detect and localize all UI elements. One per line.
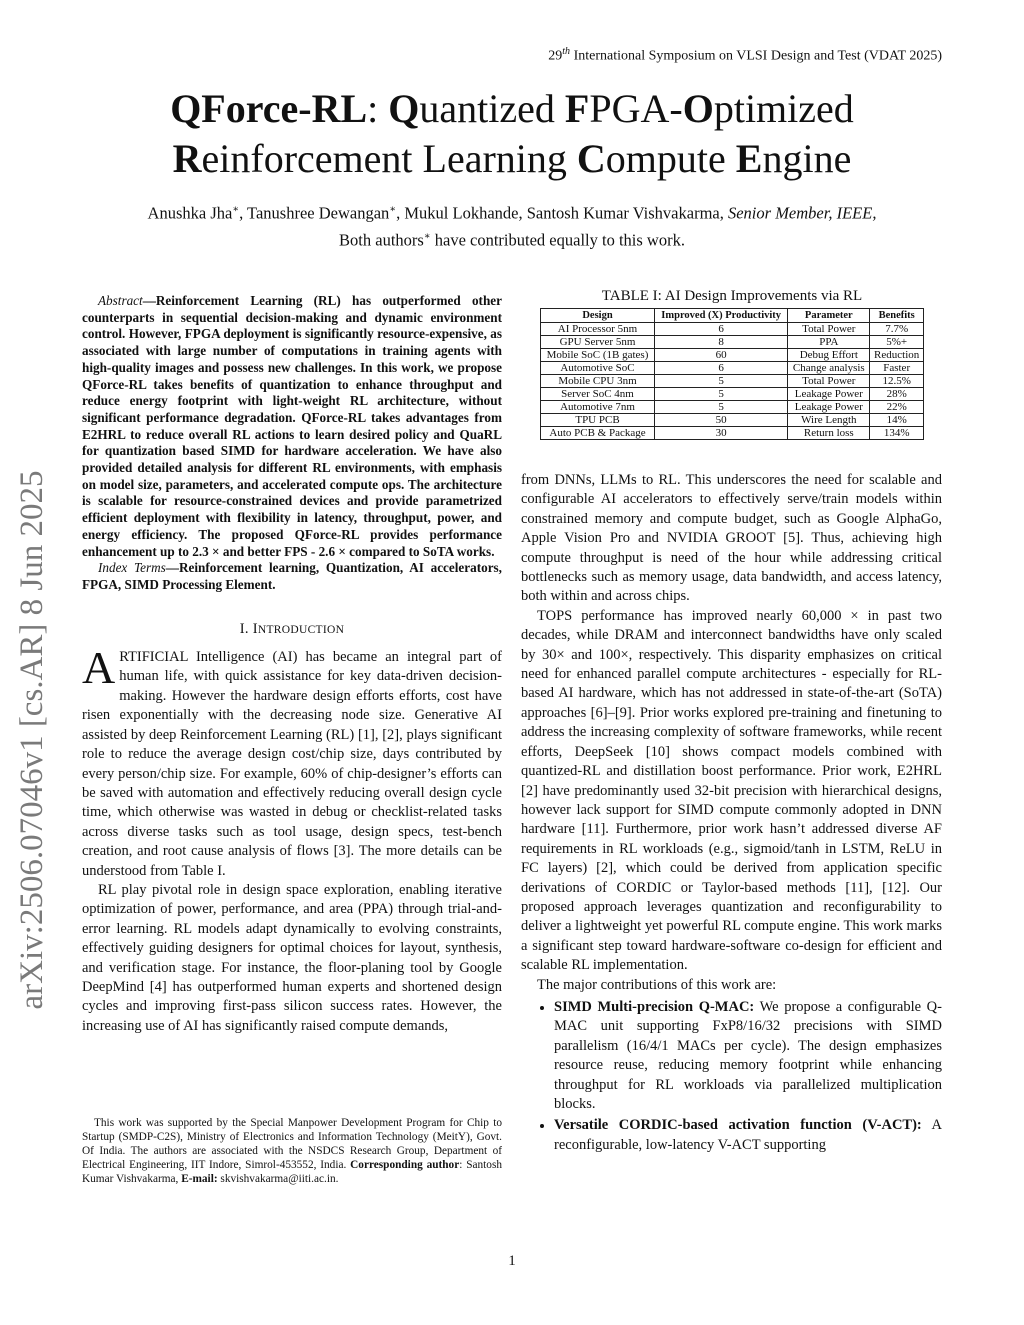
- contribution-text: A reconfigurable, low-latency V-ACT supporting: [554, 1117, 943, 1153]
- contrib-note-b: have contributed equally to this work.: [430, 230, 685, 249]
- abstract: [82, 293, 502, 560]
- table-row: [541, 388, 924, 401]
- right-column: [521, 471, 942, 1157]
- contribution-title: SIMD Multi-precision Q-MAC:: [554, 998, 755, 1015]
- title-line-1: [0, 84, 1024, 134]
- design-improvements-table: [540, 308, 924, 440]
- equal-contrib-mark: ∗: [423, 230, 431, 242]
- table-cell: PPA: [788, 336, 870, 349]
- index-terms-text: —Reinforcement learning, Quantization, AI accelerators, FPGA, SIMD Processing Element.: [82, 560, 502, 592]
- table-cell: Leakage Power: [788, 401, 870, 414]
- corresponding-author: : Santosh Kumar Vishvakarma,: [82, 1158, 502, 1185]
- table-body: [541, 323, 924, 440]
- table-header-cell: Improved (X) Productivity: [655, 309, 788, 323]
- table-cell: 8: [655, 336, 788, 349]
- title-segment: ptimized: [713, 86, 854, 131]
- index-terms: [82, 560, 502, 593]
- table-cell: 14%: [870, 414, 924, 427]
- contrib-note-a: Both authors: [339, 230, 424, 249]
- section-heading-introduction: [82, 620, 502, 640]
- table-cell: 12.5%: [870, 375, 924, 388]
- table-cell: 50: [655, 414, 788, 427]
- table-cell: 134%: [870, 427, 924, 440]
- intro-paragraph-4: TOPS performance has improved nearly 60,000 × in past two decades, while DRAM and interconnect bandwidths have only scaled by 30× and 100×, respectively. This disparity emphasizes on critical need for enhanced parallel compute architectures - especially for RL-based AI hardware, which has not addressed in state-of-the-art (SoTA) approaches [6]–[9]. Prior works explored pre-training and finetuning to address the increasing complexity of software frameworks, while recent efforts, DeepSeek [10] shows compact models combined with quantized-RL and distillation boost performance. Prior work, E2HRL [2] have predominantly used 32-bit precision with hierarchical designs, however lack support for SIMD compute commonly adopted in DNN hardware [11]. Furthermore, prior work hasn’t addressed diverse AF requirements in RL workloads (e.g., sigmoid/tanh in LSTM, ReLU in FC layers) [2], which could be derived from application specific derivations of CORDIC or Taylor-based methods [11], [12]. Our proposed approach leverages quantization and reconfigurability to deliver a lightweight yet powerful RL compute engine. This work marks a significant step toward hardware-software co-design for efficient and scalable RL implementation.: [521, 607, 942, 974]
- title-segment: einforcement Learning: [201, 136, 577, 181]
- title-segment: Q: [388, 86, 420, 131]
- table-caption: TABLE I: AI Design Improvements via RL: [601, 288, 863, 304]
- footnote: [82, 1117, 502, 1187]
- table-cell: Faster: [870, 362, 924, 375]
- intro-paragraph-3: from DNNs, LLMs to RL. This underscores the need for scalable and configurable AI accelerators to effectively serve/train models within constrained memory and compute budget, such as Google AlphaGo, Apple Vision Pro and NVIDIA GROOT [5]. Thus, achieving high compute throughput is need of the hour while addressing critical bottlenecks such as memory usage, data bandwidth, and access latency, both within and across chips.: [521, 472, 942, 605]
- table-cell: Total Power: [788, 375, 870, 388]
- author-1: Anushka Jha: [147, 203, 233, 223]
- email-address: skvishvakarma@iiti.ac.in.: [217, 1172, 339, 1185]
- table-cell: 5: [655, 388, 788, 401]
- author-2: , Tanushree Dewangan: [239, 203, 390, 223]
- title-segment: ngine: [762, 136, 852, 181]
- drop-cap: A: [82, 642, 116, 694]
- table-cell: Server SoC 4nm: [541, 388, 655, 401]
- table-cell: 5%+: [870, 336, 924, 349]
- table-cell: Debug Effort: [788, 349, 870, 362]
- table-row: [541, 349, 924, 362]
- table-row: [541, 362, 924, 375]
- section-initial: I: [252, 620, 258, 637]
- author-line: [60, 198, 964, 225]
- contribution-item: [554, 1116, 942, 1155]
- table-cell: Wire Length: [788, 414, 870, 427]
- equal-contrib-mark: ∗: [389, 204, 397, 215]
- section-title-rest: NTRODUCTION: [257, 623, 345, 636]
- table-row: [541, 427, 924, 440]
- membership: Senior Member, IEEE,: [727, 203, 877, 223]
- table-cell: Leakage Power: [788, 388, 870, 401]
- intro-paragraph-1: [82, 642, 502, 881]
- table-cell: Total Power: [788, 323, 870, 336]
- title-segment: PGA-: [589, 86, 683, 131]
- table-row: [541, 375, 924, 388]
- table-header-cell: Design: [541, 309, 655, 323]
- conference-ordinal-suffix: th: [562, 46, 571, 57]
- title-segment: :: [367, 86, 389, 131]
- table-cell: Auto PCB & Package: [541, 427, 655, 440]
- title-segment: O: [682, 86, 714, 131]
- title-segment: F: [564, 86, 590, 131]
- table-row: [541, 401, 924, 414]
- table-cell: Automotive SoC: [541, 362, 655, 375]
- table-cell: Reduction: [870, 349, 924, 362]
- contributions-list: [521, 998, 942, 1155]
- table-header-cell: Parameter: [788, 309, 870, 323]
- table-cell: GPU Server 5nm: [541, 336, 655, 349]
- table-cell: 60: [655, 349, 788, 362]
- table-row: [541, 336, 924, 349]
- table-cell: AI Processor 5nm: [541, 323, 655, 336]
- table-header-row: [541, 309, 924, 323]
- title-segment: R: [172, 136, 202, 181]
- title-segment: E: [735, 136, 763, 181]
- table-cell: Return loss: [788, 427, 870, 440]
- abstract-label: Abstract: [98, 293, 143, 308]
- page-number: 1: [508, 1253, 516, 1269]
- intro-paragraph-2: RL play pivotal role in design space exploration, enabling iterative optimization of power, performance, and area (PPA) through trial-and-error learning. RL models adapt dynamically to evolving constraints, effectively guiding designers for optimal choices for layout, synthesis, and verification stage. For instance, the floor-planing tool by Google DeepMind [4] has outperformed human experts and shortened design cycles and improving first-pass silicon success rates. However, the increasing use of AI has significantly raised compute demands,: [82, 881, 502, 1034]
- table-cell: 5: [655, 401, 788, 414]
- table-row: [541, 323, 924, 336]
- table-1: [540, 287, 924, 440]
- title-line-2: [0, 134, 1024, 184]
- table-cell: TPU PCB: [541, 414, 655, 427]
- intro-paragraph-1-text: RTIFICIAL Intelligence (AI) has became an integral part of human life, with quick assistance for key data-driven decision-making. However the hardware design efforts efforts, cost have risen exponentially with the decreasing node size. Generative AI assisted by deep Reinforcement Learning (RL) [1], [2], plays significant role to reduce the average design cost/chip size, days contributed by every person/chip size. For example, 60% of chip-designer’s efforts can be saved with automation and effectively reducing overall design cycle time, which otherwise was wasted in debug or checklist-related tasks across diverse tasks such as tool usage, design specs, test-bench creation, and root cause analysis of flows [3]. The more details can be understood from Table I.: [82, 649, 502, 879]
- title-segment: uantized: [419, 86, 565, 131]
- table-cell: 5: [655, 375, 788, 388]
- table-cell: 28%: [870, 388, 924, 401]
- table-cell: Change analysis: [788, 362, 870, 375]
- equal-contrib-mark: ∗: [232, 204, 240, 215]
- table-header-cell: Benefits: [870, 309, 924, 323]
- title-segment: C: [576, 136, 606, 181]
- footnote-text: This work was supported by the Special Manpower Development Program for Chip to Startup (SMDP-C2S), Ministry of Electronics and Information Technology (MeitY), Govt. Of India. The authors are associated with the NSDCS Research Group, Department of Electrical Engineering, IIT Indore, Simrol-453552, India.: [82, 1117, 502, 1171]
- table-cell: 30: [655, 427, 788, 440]
- author-block: [60, 198, 964, 251]
- conference-name: International Symposium on VLSI Design and Test (VDAT 2025): [570, 48, 942, 64]
- index-terms-label: Index Terms: [98, 560, 166, 576]
- table-cell: 7.7%: [870, 323, 924, 336]
- corresponding-author-label: Corresponding author: [350, 1158, 460, 1171]
- table-cell: Automotive 7nm: [541, 401, 655, 414]
- conference-ordinal: 29: [548, 48, 563, 64]
- table-cell: 6: [655, 323, 788, 336]
- section-number: I.: [239, 620, 253, 637]
- table-cell: Mobile CPU 3nm: [541, 375, 655, 388]
- paper-title: [0, 84, 1024, 184]
- table-cell: 6: [655, 362, 788, 375]
- email-label: E-mail:: [181, 1172, 218, 1185]
- table-cell: 22%: [870, 401, 924, 414]
- abstract-text: —Reinforcement Learning (RL) has outperformed other counterparts in sequential decision-making and dynamic environment control. However, FPGA deployment is significantly resource-expensive, as associated with large number of computations in training agents with high-quality images and possess new challenges. In this work, we propose QForce-RL takes benefits of quantization to enhance throughput and reduce energy footprint with light-weight RL architecture, without significant performance degradation. QForce-RL takes advantages from E2HRL to reduce overall RL actions to learn desired policy and QuaRL for quantization based SIMD for hardware acceleration. We have also provided detailed analysis for different RL environments, with emphasis on model size, parameters, and accelerated compute ops. The architecture is scalable for resource-constrained devices and provide parametrized efficient deployment with flexibility in latency, throughput, power, and energy efficiency. The proposed QForce-RL provides performance enhancement up to 2.3 × and better FPS - 2.6 × compared to SoTA works.: [82, 293, 502, 559]
- contribution-text: We propose a configurable Q-MAC unit supporting FxP8/16/32 precisions with SIMD parallelism (16/4/1 MACs per cycle). The design emphasizes resource reuse, reducing memory footprint while enhancing throughput for RL workloads via parallelized multiplication blocks.: [554, 998, 942, 1112]
- title-segment: ompute: [605, 136, 736, 181]
- author-3-4: , Mukul Lokhande, Santosh Kumar Vishvakarma,: [396, 203, 728, 223]
- arxiv-stamp: arXiv:2506.07046v1 [cs.AR] 8 Jun 2025: [14, 470, 50, 1010]
- table-row: [541, 414, 924, 427]
- contributions-lead: The major contributions of this work are:: [537, 976, 777, 993]
- table-cell: Mobile SoC (1B gates): [541, 349, 655, 362]
- contrib-note: [60, 225, 964, 252]
- contribution-title: Versatile CORDIC-based activation function (V-ACT):: [554, 1117, 922, 1134]
- title-segment: QForce-RL: [170, 86, 368, 131]
- conference-header: [548, 46, 942, 65]
- left-column: [82, 293, 502, 1036]
- contribution-item: [554, 998, 942, 1114]
